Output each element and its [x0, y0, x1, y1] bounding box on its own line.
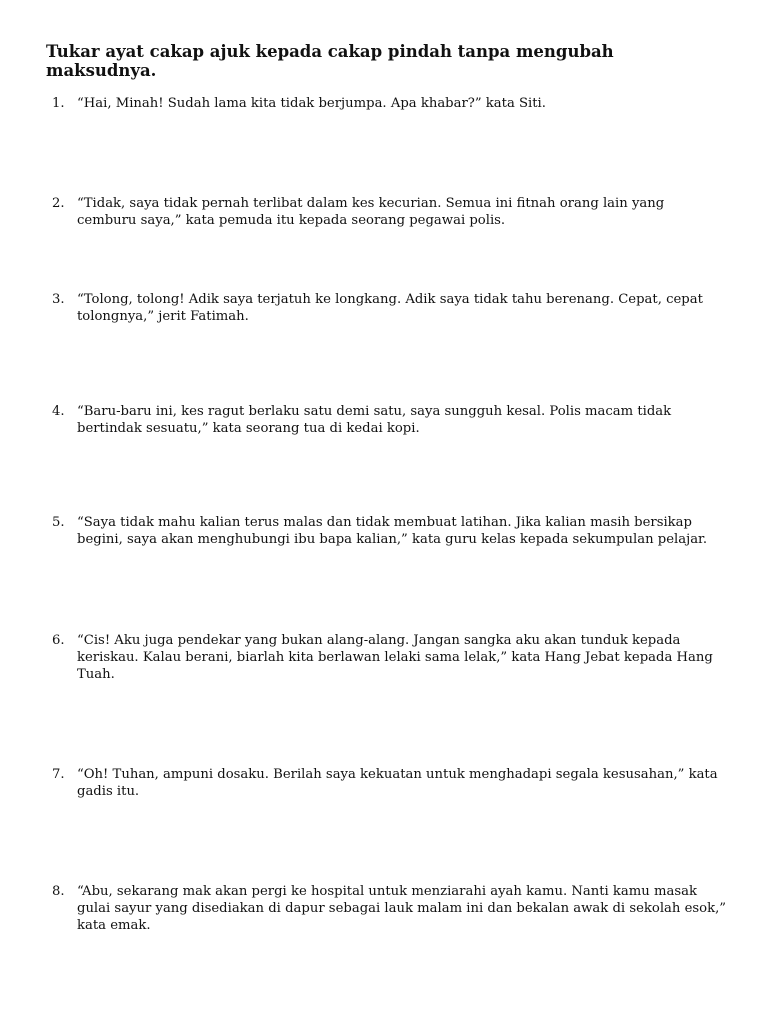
page-title: Tukar ayat cakap ajuk kepada cakap pindah tanpa mengubah maksudnya.	[46, 42, 614, 80]
item-number: 1.	[52, 96, 65, 111]
item-text: “Tidak, saya tidak pernah terlibat dalam kes kecurian. Semua ini fitnah orang lain yang cemburu saya,” kata pemuda itu kepada seorang pegawai polis.	[77, 196, 665, 228]
item-text: “Baru-baru ini, kes ragut berlaku satu demi satu, saya sungguh kesal. Polis macam tidak bertindak sesuatu,” kata seorang tua di kedai kopi.	[77, 404, 672, 436]
item-number: 2.	[52, 196, 65, 211]
item-number: 8.	[52, 884, 65, 899]
item-number: 7.	[52, 767, 65, 782]
item-number: 3.	[52, 292, 65, 307]
item-text: “Cis! Aku juga pendekar yang bukan alang-alang. Jangan sangka aku akan tunduk kepada keriskau. Kalau berani, biarlah kita berlawan lelaki sama lelak,” kata Hang Jebat kepada Hang Tuah.	[77, 633, 713, 682]
item-text: “Saya tidak mahu kalian terus malas dan tidak membuat latihan. Jika kalian masih bersikap begini, saya akan menghubungi ibu bapa kalian,” kata guru kelas kepada sekumpulan pelajar.	[77, 515, 708, 547]
item-number: 5.	[52, 515, 65, 530]
item-text: “Abu, sekarang mak akan pergi ke hospital untuk menziarahi ayah kamu. Nanti kamu masak gulai sayur yang disediakan di dapur sebagai lauk malam ini dan bekalan awak di sekolah esok,” kata emak.	[77, 884, 727, 933]
item-text: “Hai, Minah! Sudah lama kita tidak berjumpa. Apa khabar?” kata Siti.	[77, 96, 546, 111]
item-text: “Oh! Tuhan, ampuni dosaku. Berilah saya kekuatan untuk menghadapi segala kesusahan,” kata gadis itu.	[77, 767, 718, 799]
item-text: “Tolong, tolong! Adik saya terjatuh ke longkang. Adik saya tidak tahu berenang. Cepat, cepat tolongnya,” jerit Fatimah.	[77, 292, 703, 324]
item-number: 6.	[52, 633, 65, 648]
item-number: 4.	[52, 404, 65, 419]
